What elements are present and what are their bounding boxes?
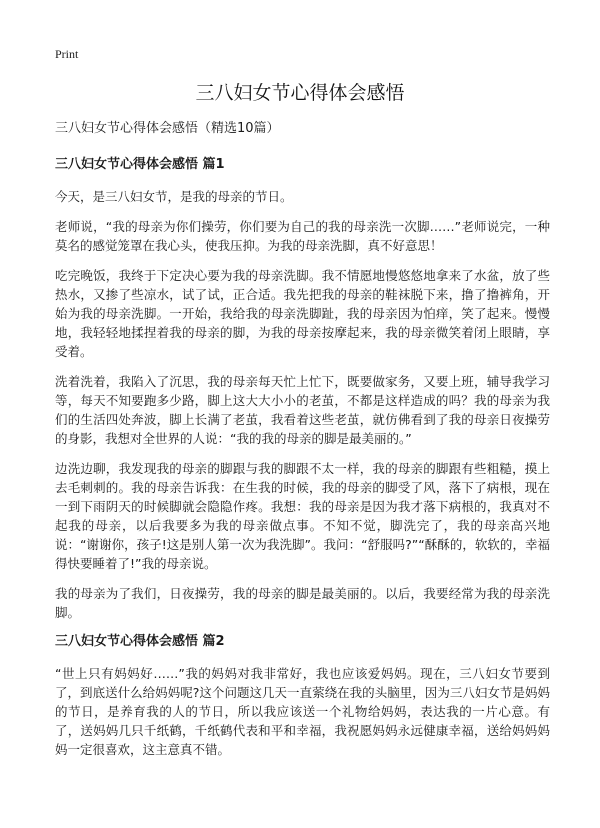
section-2 bbox=[55, 633, 550, 759]
section-heading: 三八妇女节心得体会感悟 篇2 bbox=[55, 634, 225, 649]
paragraph: 洗着洗着，我陷入了沉思，我的母亲每天忙上忙下，既要做家务，又要上班，辅导我学习等，每天不知要跑多少路，脚上这大大小小的老茧，不都是这样造成的吗？我的母亲为我们的生活四处奔波，脚上长满了老茧，我看着这些老茧，就仿佛看到了我的母亲日夜操劳的身影，我想对全世界的人说：“我的我的母亲的脚是最美丽的。” bbox=[55, 374, 550, 446]
paragraph: 今天，是三八妇女节，是我的母亲的节日。 bbox=[55, 189, 293, 204]
section-1 bbox=[55, 156, 550, 622]
section-heading: 三八妇女节心得体会感悟 篇1 bbox=[55, 157, 225, 172]
paragraph: 边洗边聊，我发现我的母亲的脚跟与我的脚跟不太一样，我的母亲的脚跟有些粗糙，摸上去毛刺刺的。我的母亲告诉我：在生我的时候，我的母亲的脚受了风，落下了病根，现在一到下雨阴天的时候脚就会隐隐作疼。我想：我的母亲是因为我才落下病根的，我真对不起我的母亲，以后我要多为我的母亲做点事。不知不觉，脚洗完了，我的母亲高兴地说：“谢谢你，孩子!这是别人第一次为我洗脚”。我问：“舒服吗?”“酥酥的，软软的，幸福得快要睡着了!”我的母亲说。 bbox=[55, 461, 550, 571]
paragraph: “世上只有妈妈好……”我的妈妈对我非常好，我也应该爱妈妈。现在，三八妇女节要到了，到底送什么给妈妈呢?这个问题这几天一直萦绕在我的头脑里，因为三八妇女节是妈妈的节日，是养育我的人的节日，所以我应该送一个礼物给妈妈，表达我的一片心意。有了，送妈妈几只千纸鹤，千纸鹤代表和平和幸福，我祝愿妈妈永远健康幸福，送给妈妈妈妈一定很喜欢，这主意真不错。 bbox=[55, 666, 550, 757]
page-title: 三八妇女节心得体会感悟 bbox=[195, 82, 405, 104]
document-subtitle: 三八妇女节心得体会感悟（精选10篇） bbox=[55, 121, 280, 136]
paragraph: 吃完晚饭，我终于下定决心要为我的母亲洗脚。我不情愿地慢悠悠地拿来了水盆，放了些热水，又掺了些凉水，试了试，正合适。我先把我的母亲的鞋袜脱下来，撸了撸裤角，开始为我的母亲洗脚。一开始，我给我的母亲洗脚趾，我的母亲因为怕痒，笑了起来。慢慢地，我轻轻地揉捏着我的母亲的脚，为我的母亲按摩起来，我的母亲微笑着闭上眼睛，享受着。 bbox=[55, 268, 550, 359]
paragraph: 老师说，“我的母亲为你们操劳，你们要为自己的我的母亲洗一次脚……”老师说完，一种莫名的感觉笼罩在我心头，使我压抑。为我的母亲洗脚，真不好意思！ bbox=[55, 219, 550, 253]
paragraph: 我的母亲为了我们，日夜操劳，我的母亲的脚是最美丽的。以后，我要经常为我的母亲洗脚。 bbox=[55, 586, 550, 620]
document-body bbox=[55, 120, 550, 770]
print-link[interactable]: Print bbox=[55, 47, 79, 61]
